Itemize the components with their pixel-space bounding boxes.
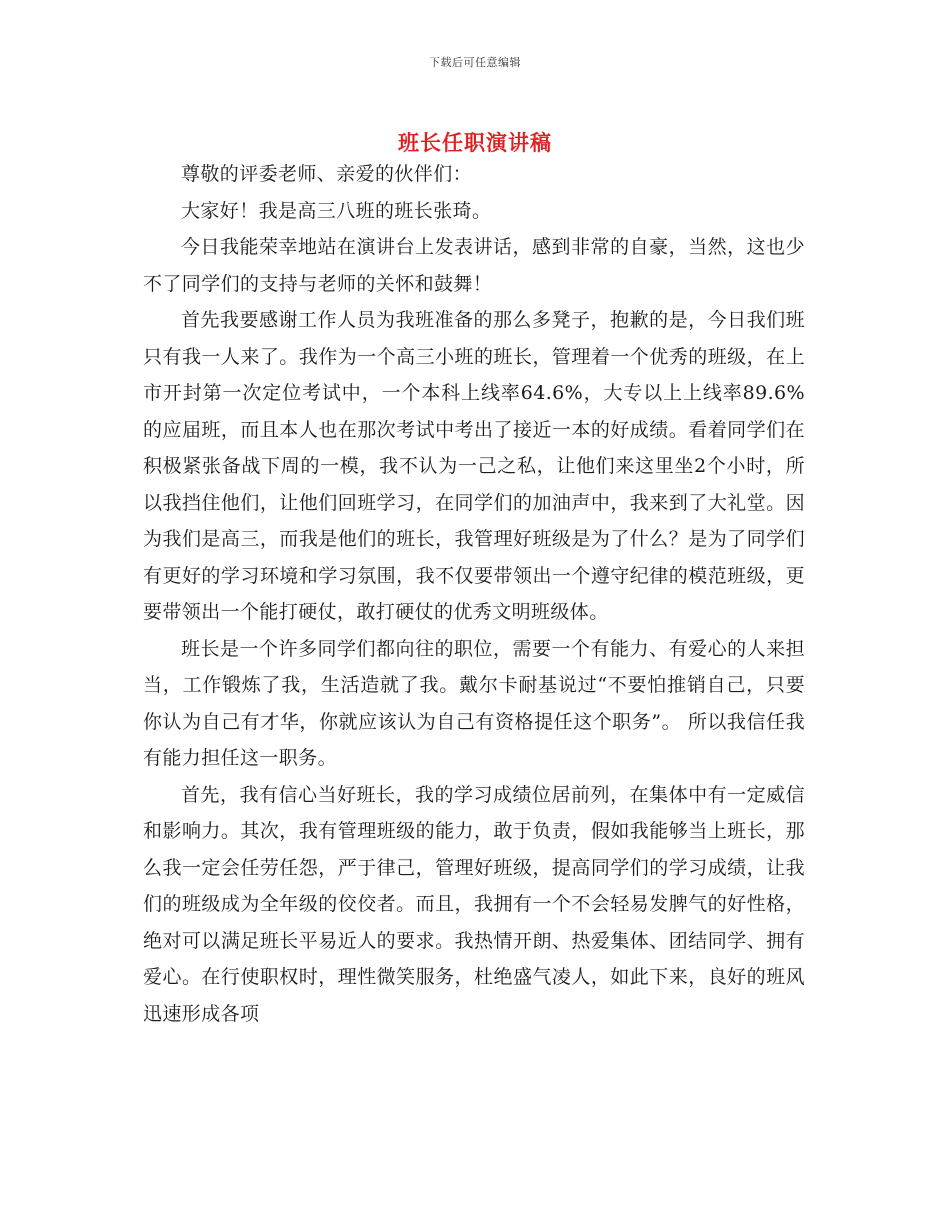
body-paragraph: 班长是一个许多同学们都向往的职位，需要一个有能力、有爱心的人来担当，工作锻炼了我，生活造就了我。戴尔卡耐基说过“不要怕推销自己，只要你认为自己有才华，你就应该认为自己有资格提任这个职务”。 所以我信任我有能力担任这一职务。 (143, 637, 805, 769)
greeting-paragraph: 大家好！我是高三八班的班长张琦。 (181, 199, 492, 222)
body-paragraph: 今日我能荣幸地站在演讲台上发表讲话，感到非常的自豪，当然，这也少不了同学们的支持与老师的关怀和鼓舞！ (143, 236, 805, 295)
document-title: 班长任职演讲稿 (398, 130, 552, 156)
document-body (143, 156, 805, 1032)
body-paragraph: 首先，我有信心当好班长，我的学习成绩位居前列，在集体中有一定威信和影响力。其次，我有管理班级的能力，敢于负责，假如我能够当上班长，那么我一定会任劳任怨，严于律己，管理好班级，提高同学们的学习成绩，让我们的班级成为全年级的佼佼者。而且，我拥有一个不会轻易发脾气的好性格，绝对可以满足班长平易近人的要求。我热情开朗、热爱集体、团结同学、拥有爱心。在行使职权时，理性微笑服务，杜绝盛气凌人，如此下来，良好的班风迅速形成各项 (143, 783, 805, 1025)
salutation-paragraph: 尊敬的评委老师、亲爱的伙伴们： (181, 163, 473, 185)
body-paragraph: 首先我要感谢工作人员为我班准备的那么多凳子，抱歉的是，今日我们班只有我一人来了。我作为一个高三小班的班长，管理着一个优秀的班级，在上市开封第一次定位考试中，一个本科上线率64.6%，大专以上上线率89.6%的应届班，而且本人也在那次考试中考出了接近一本的好成绩。看着同学们在积极紧张备战下周的一模，我不认为一己之私，让他们来这里坐2个小时，所以我挡住他们，让他们回班学习，在同学们的加油声中，我来到了大礼堂。因为我们是高三，而我是他们的班长，我管理好班级是为了什么？是为了同学们有更好的学习环境和学习氛围，我不仅要带领出一个遵守纪律的模范班级，更要带领出一个能打硬仗，敢打硬仗的优秀文明班级体。 (143, 309, 805, 623)
page-header-note: 下载后可任意编辑 (429, 56, 521, 69)
